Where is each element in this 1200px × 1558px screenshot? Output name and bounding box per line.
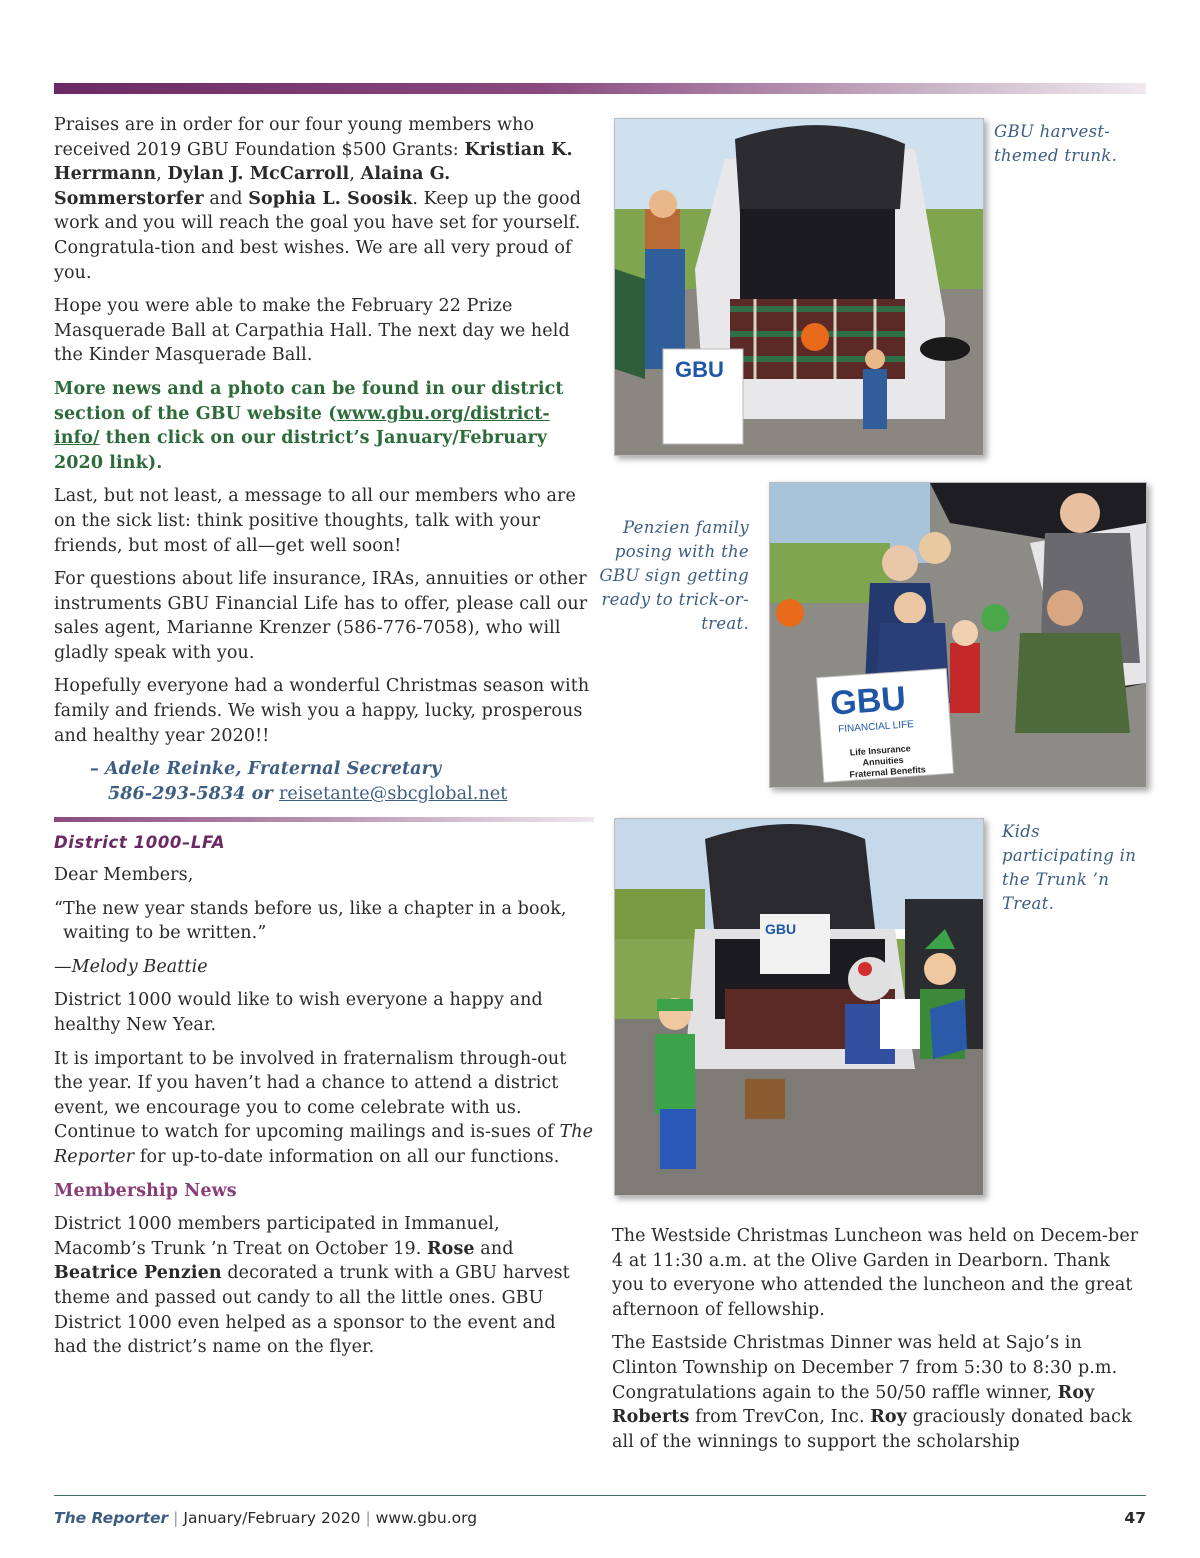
christmas-events-column <box>612 1224 1147 1463</box>
website-notice: More news and a photo can be found in our district section of the GBU website (www.gbu.org/district-info/ then click on our district’s January/February 2020 link). <box>54 378 564 473</box>
sign-brand-3: GBU <box>765 921 797 937</box>
section-divider <box>54 817 594 822</box>
penzien-family-photo <box>769 482 1147 788</box>
quote-attribution: —Melody Beattie <box>54 956 208 977</box>
caption-penzien-family: Penzien family posing with the GBU sign getting ready to trick-or-treat. <box>599 518 749 633</box>
website-link[interactable]: www.gbu.org <box>375 1509 478 1527</box>
sign-subtitle: FINANCIAL LIFE <box>837 719 915 736</box>
kids-trunk-treat-photo <box>614 818 984 1196</box>
greeting: Dear Members, <box>54 865 194 885</box>
page-footer <box>54 1509 1146 1527</box>
sign-line-2: Annuities <box>862 754 904 768</box>
footer-rule <box>54 1495 1146 1496</box>
publication-name: The Reporter <box>54 1509 169 1527</box>
district-1000-column <box>54 832 594 1369</box>
issue-date: January/February 2020 <box>183 1509 361 1527</box>
new-year-paragraph: District 1000 would like to wish everyone a happy and healthy New Year. <box>54 990 543 1035</box>
sign-line-1: Life Insurance <box>849 743 912 758</box>
eastside-dinner-paragraph: The Eastside Christmas Dinner was held at Sajo’s in Clinton Township on December 7 from 5:30 to 8:30 p.m. Congratulations again to the 50/50 raffle winner, Roy Roberts from TrevCon, Inc. Roy graciously donated back all of the winnings to support the scholarship <box>612 1333 1132 1452</box>
harvest-trunk-photo <box>614 118 984 456</box>
masquerade-paragraph: Hope you were able to make the February 22 Prize Masquerade Ball at Carpathia Hall. The next day we held the Kinder Masquerade Ball. <box>54 296 570 366</box>
quote: “The new year stands before us, like a chapter in a book, waiting to be written.” <box>54 898 567 944</box>
sign-brand-2: GBU <box>829 679 908 723</box>
signature-contact: 586-293-5834 or reisetante@sbcglobal.net <box>108 783 508 804</box>
email-link[interactable]: reisetante@sbcglobal.net <box>278 783 508 804</box>
sick-list-paragraph: Last, but not least, a message to all our members who are on the sick list: think positive thoughts, talk with your friends, but most of all—get well soon! <box>54 486 576 556</box>
caption-kids: Kids participating in the Trunk ’n Treat. <box>1002 822 1137 913</box>
christmas-paragraph: Hopefully everyone had a wonderful Christmas season with family and friends. We wish you a happy, lucky, prosperous and healthy year 2020!! <box>54 676 590 746</box>
signature <box>90 757 594 806</box>
westside-luncheon-paragraph: The Westside Christmas Luncheon was held on Decem-ber 4 at 11:30 a.m. at the Olive Garden in Dearborn. Thank you to everyone who attended the luncheon and the great afternoon of fellowship. <box>612 1226 1139 1320</box>
page-number: 47 <box>1124 1509 1146 1527</box>
fraternalism-paragraph: It is important to be involved in fraternalism through-out the year. If you haven’t had a chance to attend a district event, we encourage you to come celebrate with us. Continue to watch for upcoming mailings and is-sues of The Reporter for up-to-date information on all our functions. <box>54 1048 594 1167</box>
footer-separator: | <box>365 1509 371 1527</box>
caption-harvest-trunk: GBU harvest-themed trunk. <box>994 122 1118 165</box>
district-info-link[interactable]: www.gbu.org/district-info/ <box>54 403 550 449</box>
district-news-column <box>54 113 594 806</box>
membership-news-heading: Membership News <box>54 1180 237 1201</box>
grants-paragraph: Praises are in order for our four young members who received 2019 GBU Foundation $500 Grants: Kristian K. Herrmann, Dylan J. McCarroll, Alaina G. Sommerstorfer and Sophia L. Soosik. Keep up the good work and you will reach the goal you have set for yourself. Congratula-tion and best wishes. We are all very proud of you. <box>54 115 582 283</box>
district-heading: District 1000–LFA <box>54 833 226 852</box>
sign-brand-1: GBU <box>675 357 724 382</box>
insurance-paragraph: For questions about life insurance, IRAs, annuities or other instruments GBU Financial Life has to offer, please call our sales agent, Marianne Krenzer (586-776-7058), who will gladly speak with you. <box>54 569 588 663</box>
signature-name: – Adele Reinke, Fraternal Secretary <box>90 759 442 780</box>
trunk-treat-paragraph: District 1000 members participated in Immanuel, Macomb’s Trunk ’n Treat on October 19. Rose and Beatrice Penzien decorated a trunk with a GBU harvest theme and passed out candy to all the little ones. GBU District 1000 even helped as a sponsor to the event and had the district’s name on the flyer. <box>54 1214 570 1358</box>
sign-line-3: Fraternal Benefits <box>849 764 927 780</box>
top-accent-bar <box>54 83 1146 94</box>
footer-separator: | <box>173 1509 179 1527</box>
